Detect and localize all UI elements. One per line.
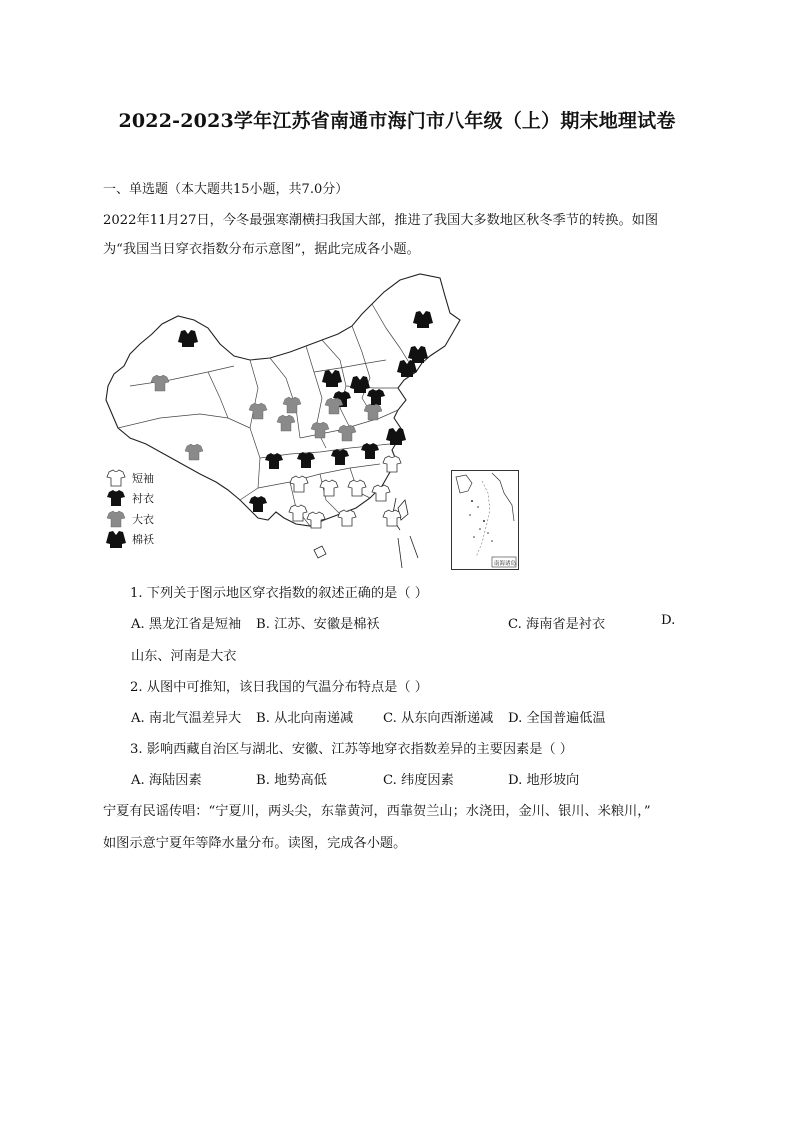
outro-line-1: 宁夏有民谣传唱：“宁夏川，两头尖，东靠黄河，西靠贺兰山；水浇田，金川、银川、米粮川，” (103, 804, 651, 819)
q3-option-c[interactable]: C. 纬度因素 (383, 773, 454, 788)
padded-jacket-black-icon (106, 531, 126, 548)
section-heading: 一、单选题（本大题共15小题，共7.0分） (103, 182, 349, 197)
q2-option-c[interactable]: C. 从东向西渐递减 (383, 711, 494, 726)
tshirt-white-icon (107, 470, 125, 486)
q3-option-b[interactable]: B. 地势高低 (256, 773, 327, 788)
legend-label-padded-jacket: 棉袄 (132, 533, 154, 546)
tshirt-fujian-icon (383, 510, 401, 526)
q1-option-c[interactable]: C. 海南省是衬衣 (508, 617, 606, 632)
tshirt-guangdong-icon (338, 510, 356, 526)
q1-option-d-text[interactable]: 山东、河南是大衣 (131, 649, 237, 664)
q3-option-d[interactable]: D. 地形坡向 (508, 773, 580, 788)
q1-option-a[interactable]: A. 黑龙江省是短袖 (131, 617, 242, 632)
intro-line-2: 为“我国当日穿衣指数分布示意图”，据此完成各小题。 (103, 242, 420, 257)
legend-label-shirt: 衬衣 (132, 492, 154, 505)
inset-label: 南海诸岛 (494, 561, 517, 567)
intro-line-1: 2022年11月27日，今冬最强寒潮横扫我国大部，推进了我国大多数地区秋冬季节的转换。如图 (103, 213, 659, 228)
legend-label-coat: 大衣 (132, 513, 154, 526)
question-1-stem: 1. 下列关于图示地区穿衣指数的叙述正确的是（ ） (130, 586, 428, 601)
q2-option-b[interactable]: B. 从北向南递减 (256, 711, 354, 726)
q2-option-a[interactable]: A. 南北气温差异大 (131, 711, 242, 726)
shirt-black-icon (107, 490, 125, 506)
map-legend (106, 470, 154, 548)
coat-gray-icon (107, 511, 125, 527)
q1-option-b[interactable]: B. 江苏、安徽是棉袄 (256, 617, 380, 632)
q1-option-d-label[interactable]: D. (661, 613, 676, 628)
outro-line-2: 如图示意宁夏年等降水量分布。读图，完成各小题。 (103, 836, 407, 851)
page-title: 2022-2023学年江苏省南通市海门市八年级（上）期末地理试卷 (118, 110, 676, 132)
legend-label-short-sleeve: 短袖 (132, 472, 154, 485)
tshirt-zhejiang-icon (372, 485, 390, 501)
question-2-stem: 2. 从图中可推知，该日我国的气温分布特点是（ ） (130, 680, 428, 695)
south-china-sea-inset (451, 470, 519, 570)
question-3-stem: 3. 影响西藏自治区与湖北、安徽、江苏等地穿衣指数差异的主要因素是（ ） (130, 742, 573, 757)
q3-option-a[interactable]: A. 海陆因素 (131, 773, 202, 788)
q2-option-d[interactable]: D. 全国普遍低温 (508, 711, 606, 726)
